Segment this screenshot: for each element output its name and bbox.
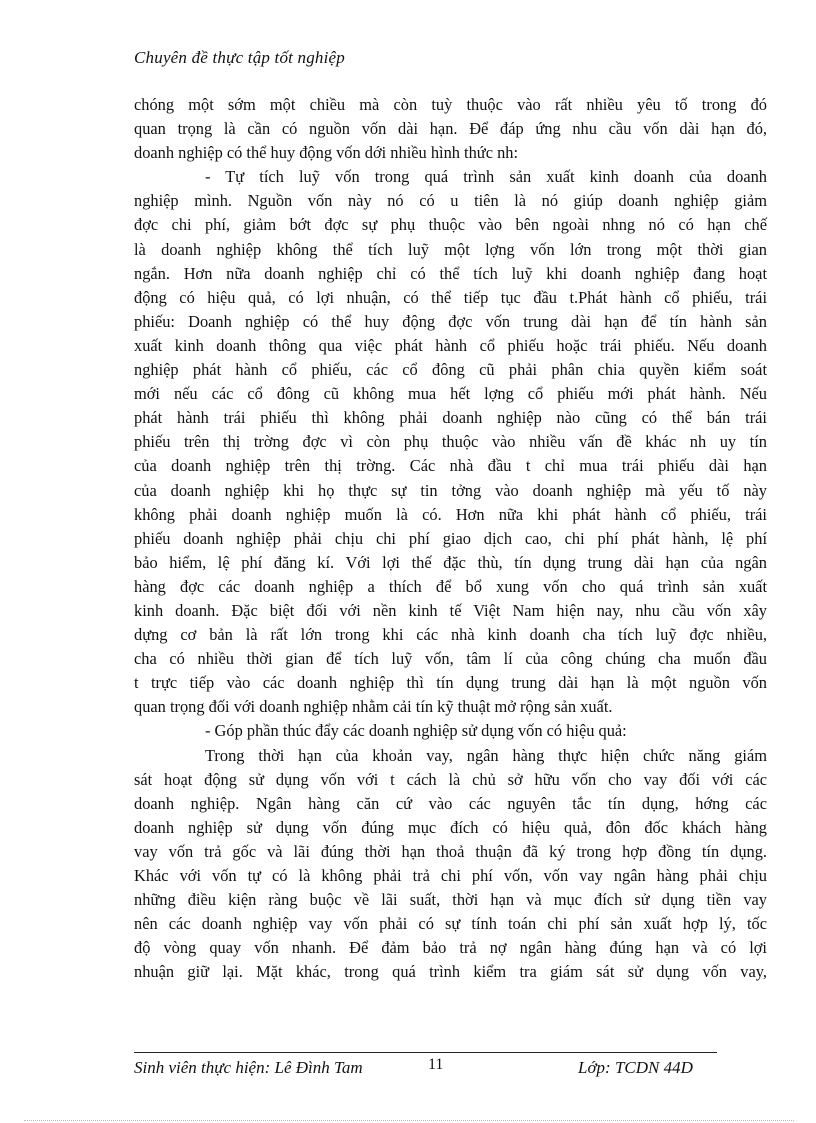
text-line: bảo hiểm, lệ phí đăng kí. Với lợi thế đặc thù, tín dụng trung dài hạn của ngân xyxy=(134,552,767,572)
text-line: mới nếu các cổ đông cũ không mua hết lợng cổ phiếu mới phát hành. Nếu xyxy=(134,384,767,404)
footer-class: Lớp: TCDN 44D xyxy=(578,1058,693,1077)
text-line: những điều kiện ràng buộc về lãi suất, thời hạn và mục đích sử dụng tiền vay xyxy=(134,890,767,910)
text-line: phiếu doanh nghiệp phải chịu chi phí giao dịch cao, chi phí phát hành, lệ phí xyxy=(134,528,767,548)
footer-divider xyxy=(134,1052,717,1053)
text-line: ngắn. Hơn nữa doanh nghiệp chỉ có thể tích luỹ khi doanh nghiệp đang hoạt xyxy=(134,263,767,283)
text-line: hàng đợc các doanh nghiệp a thích để bổ xung vốn cho quá trình sản xuất xyxy=(134,576,767,596)
text-line: là doanh nghiệp không thể tích luỹ một lợng vốn lớn trong một thời gian xyxy=(134,239,767,259)
text-line: doanh nghiệp sử dụng vốn đúng mục đích có hiệu quả, đôn đốc khách hàng xyxy=(134,817,767,837)
text-line: doanh nghiệp. Ngân hàng căn cứ vào các nguyên tắc tín dụng, hớng các xyxy=(134,793,767,813)
footer-student: Sinh viên thực hiện: Lê Đình Tam xyxy=(134,1058,363,1077)
text-line: - Tự tích luỹ vốn trong quá trình sản xuất kinh doanh của doanh xyxy=(205,167,767,187)
text-line: kinh doanh. Đặc biệt đối với nền kinh tế Việt Nam hiện nay, nhu cầu vốn xây xyxy=(134,600,767,620)
text-line: nghiệp mình. Nguồn vốn này nó có u tiên là nó giúp doanh nghiệp giảm xyxy=(134,191,767,211)
text-line: của doanh nghiệp khi họ thực sự tin tởng vào doanh nghiệp mà yếu tố này xyxy=(134,480,767,500)
text-line: của doanh nghiệp trên thị trờng. Các nhà đầu t chỉ mua trái phiếu dài hạn xyxy=(134,456,767,476)
text-line: - Góp phần thúc đẩy các doanh nghiệp sử dụng vốn có hiệu quả: xyxy=(205,721,627,741)
page-header-title: Chuyên đề thực tập tốt nghiệp xyxy=(134,48,346,67)
text-line: đợc chi phí, giảm bớt đợc sự phụ thuộc vào bên ngoài nhng nó có hạn chế xyxy=(134,215,767,235)
text-line: phiếu trên thị trờng đợc vì còn phụ thuộc vào nhiều vấn đề khác nh uy tín xyxy=(134,432,767,452)
text-line: sát hoạt động sử dụng vốn với t cách là chủ sở hữu vốn cho vay đối với các xyxy=(134,769,767,789)
text-line: t trực tiếp vào các doanh nghiệp thì tín dụng trung dài hạn là một nguồn vốn xyxy=(134,673,767,693)
document-body xyxy=(134,93,767,984)
text-line: vay vốn trả gốc và lãi đúng thời hạn thoả thuận đã ký trong hợp đồng tín dụng. xyxy=(134,841,767,861)
text-line: dựng cơ bản là rất lớn trong khi các nhà kinh doanh cha tích luỹ đợc nhiều, xyxy=(134,625,767,645)
text-line: phiếu: Doanh nghiệp có thể huy động đợc vốn trung dài hạn để tín hành sản xyxy=(134,311,767,331)
page-number: 11 xyxy=(428,1056,444,1073)
text-line: cha có nhiều thời gian để tích luỹ vốn, tâm lí của công chúng cha muốn đầu xyxy=(134,649,767,669)
text-line: không phải doanh nghiệp muốn là có. Hơn nữa khi phát hành cổ phiếu, trái xyxy=(134,504,767,524)
text-line: Khác với vốn tự có là không phải trả chi phí vốn, vốn vay ngân hàng phải chịu xyxy=(134,866,767,885)
text-line: quan trọng là cần có nguồn vốn dài hạn. Để đáp ứng nhu cầu vốn dài hạn đó, xyxy=(134,119,767,139)
text-line: doanh nghiệp có thể huy động vốn dới nhiều hình thức nh: xyxy=(134,143,519,163)
text-line: quan trọng đối với doanh nghiệp nhằm cải tín kỹ thuật mở rộng sản xuất. xyxy=(134,697,613,717)
text-line: Trong thời hạn của khoản vay, ngân hàng thực hiện chức năng giám xyxy=(205,745,767,765)
text-line: nhuận giữ lại. Mặt khác, trong quá trình kiểm tra giám sát sử dụng vốn vay, xyxy=(134,962,767,982)
text-line: nên các doanh nghiệp vay vốn phải có sự tính toán chi phí sản xuất hợp lý, tốc xyxy=(134,914,767,934)
text-line: phát hành trái phiếu thì không phải doanh nghiệp nào cũng có thể bán trái xyxy=(134,408,767,428)
page-edge-divider xyxy=(24,1120,794,1121)
text-line: động có hiệu quả, có lợi nhuận, có thể tiếp tục đầu t.Phát hành cổ phiếu, trái xyxy=(134,287,767,307)
text-line: xuất kinh doanh thông qua việc phát hành cổ phiếu hoặc trái phiếu. Nếu doanh xyxy=(134,335,767,355)
text-line: độ vòng quay vốn nhanh. Để đảm bảo trả nợ ngân hàng đúng hạn và có lợi xyxy=(134,938,767,958)
text-line: nghiệp phát hành cổ phiếu, các cổ đông cũ phải phân chia quyền kiểm soát xyxy=(134,360,767,380)
text-line: chóng một sớm một chiều mà còn tuỳ thuộc vào rất nhiều yêu tố trong đó xyxy=(134,95,767,114)
